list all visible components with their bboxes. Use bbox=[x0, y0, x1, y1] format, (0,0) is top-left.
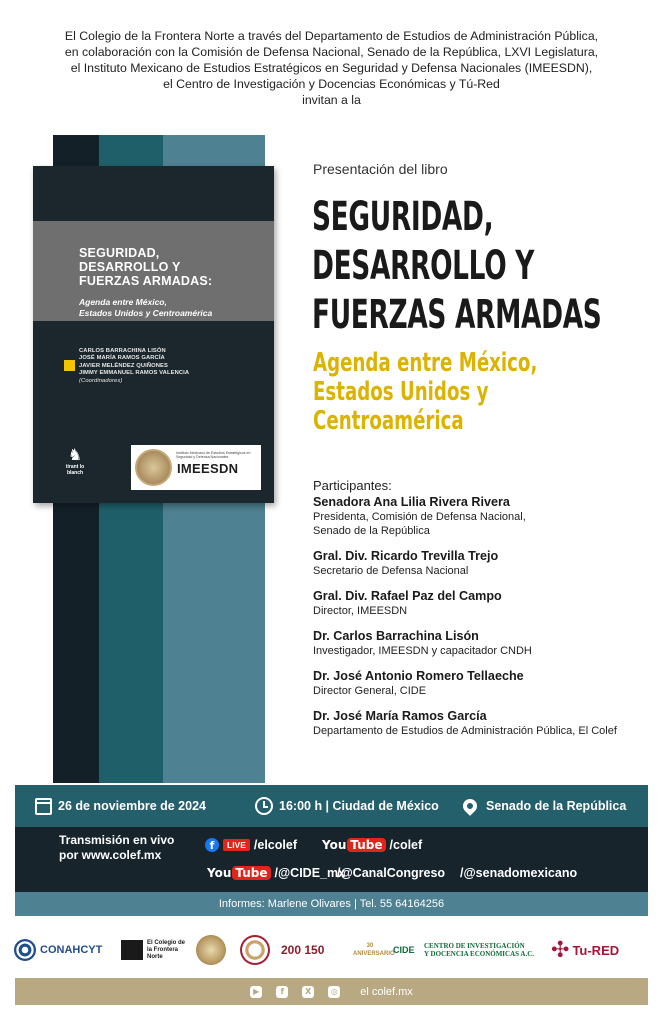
book-subtitle-line: Estados Unidos y Centroamérica bbox=[79, 308, 213, 318]
transmission-link[interactable]: por www.colef.mx bbox=[59, 848, 162, 862]
title-line: DESARROLLO Y bbox=[312, 243, 534, 289]
participant bbox=[313, 588, 653, 618]
subtitle-line: Centroamérica bbox=[313, 406, 464, 436]
tured-logo bbox=[551, 930, 619, 970]
participant-name: Dr. José Antonio Romero Tellaeche bbox=[313, 669, 524, 683]
event-subtitle bbox=[313, 349, 537, 436]
senado-seal-icon bbox=[240, 935, 270, 965]
participant-name: Gral. Div. Ricardo Trevilla Trejo bbox=[313, 549, 499, 563]
participant-role: Director, IMEESDN bbox=[313, 605, 408, 617]
participants-label: Participantes: bbox=[313, 478, 392, 493]
youtube-handle: /colef bbox=[389, 838, 423, 852]
conahcyt-logo bbox=[14, 930, 102, 970]
participant bbox=[313, 494, 653, 538]
intro-text bbox=[0, 28, 663, 108]
participants-list bbox=[313, 494, 653, 748]
cide-full-line: CENTRO DE INVESTIGACIÓN bbox=[424, 942, 525, 950]
footer-bar bbox=[15, 978, 648, 1005]
location-pin-icon bbox=[460, 796, 480, 816]
tured-icon: ✣ bbox=[551, 937, 570, 963]
participant-name: Dr. José María Ramos García bbox=[313, 709, 487, 723]
bicentenario-logo bbox=[281, 930, 324, 970]
presentation-label: Presentación del libro bbox=[313, 161, 448, 177]
author: JIMMY EMMANUEL RAMOS VALENCIA bbox=[79, 370, 190, 377]
facebook-live-link[interactable] bbox=[205, 838, 297, 852]
book-cover-title bbox=[79, 246, 212, 288]
canal-congreso-link[interactable] bbox=[337, 866, 445, 880]
tured-name: Tu-RED bbox=[572, 942, 620, 958]
intro-line: El Colegio de la Frontera Norte a través del Departamento de Estudios de Administración Pública, bbox=[64, 29, 599, 43]
cide-logo bbox=[393, 930, 415, 970]
yellow-square bbox=[64, 360, 75, 371]
transmission-label bbox=[59, 833, 174, 863]
senado-logo bbox=[240, 930, 270, 970]
event-place-text: Senado de la República bbox=[486, 799, 627, 813]
x-icon[interactable]: X bbox=[302, 986, 314, 998]
author: CARLOS BARRACHINA LISÓN bbox=[79, 348, 166, 354]
event-time-text: 16:00 h | Ciudad de México bbox=[279, 799, 439, 813]
facebook-icon: f bbox=[205, 838, 219, 852]
subtitle-line: Agenda entre México, bbox=[313, 348, 538, 378]
publisher-logo bbox=[63, 448, 87, 476]
event-place bbox=[463, 785, 626, 827]
cide-acronym: CIDE bbox=[393, 945, 415, 955]
intro-line: en colaboración con la Comisión de Defensa Nacional, Senado de la República, LXVI Legislatura, bbox=[64, 45, 599, 59]
colef-name: El Colegio de la Frontera Norte bbox=[147, 939, 186, 960]
transmission-bar bbox=[15, 827, 648, 892]
seal-icon bbox=[135, 449, 172, 486]
clock-icon bbox=[255, 797, 273, 815]
website-link[interactable]: el colef.mx bbox=[360, 985, 413, 998]
participant-role: Investigador, IMEESDN y capacitador CNDH bbox=[313, 645, 532, 657]
book-authors bbox=[79, 348, 189, 385]
imeesdn-seal-logo bbox=[196, 930, 226, 970]
event-info-bar bbox=[15, 785, 648, 827]
participant-role: Senado de la República bbox=[313, 525, 430, 537]
participant bbox=[313, 548, 653, 578]
participant bbox=[313, 668, 653, 698]
transmission-line: Transmisión en vivo bbox=[59, 833, 175, 847]
conahcyt-name: CONAHCYT bbox=[40, 944, 103, 956]
facebook-icon[interactable]: f bbox=[276, 986, 288, 998]
youtube-link-cide[interactable] bbox=[207, 866, 345, 880]
author: JAVIER MELÉNDEZ QUIÑONES bbox=[79, 362, 168, 369]
subtitle-line: Estados Unidos y bbox=[313, 377, 489, 407]
event-title bbox=[312, 193, 601, 340]
event-date bbox=[35, 785, 206, 827]
book-cover bbox=[33, 166, 274, 503]
contact-info: Informes: Marlene Olivares | Tel. 55 64164256 bbox=[15, 892, 648, 916]
imeesdn-acronym: IMEESDN bbox=[177, 461, 239, 476]
youtube-link-colef[interactable] bbox=[322, 838, 422, 852]
title-line: FUERZAS ARMADAS bbox=[312, 292, 602, 338]
youtube-icon[interactable]: ▶ bbox=[250, 986, 262, 998]
cide-full-logo bbox=[424, 930, 534, 970]
publisher-name: tirant lo blanch bbox=[65, 464, 85, 476]
aniversario-text: 30 ANIVERSARIO bbox=[353, 943, 395, 957]
intro-line: el Instituto Mexicano de Estudios Estratégicos en Seguridad y Defensa Nacionales (IMEESDN), bbox=[70, 61, 593, 75]
colef-logo bbox=[121, 930, 187, 970]
event-time bbox=[255, 785, 439, 827]
book-title-line: SEGURIDAD, bbox=[79, 246, 160, 260]
participant-name: Gral. Div. Rafael Paz del Campo bbox=[313, 589, 502, 603]
participant-role: Departamento de Estudios de Administración Pública, El Colef bbox=[313, 725, 617, 737]
participant bbox=[313, 708, 653, 738]
colef-icon bbox=[121, 940, 143, 960]
facebook-handle: /elcolef bbox=[253, 838, 297, 852]
intro-line: invitan a la bbox=[302, 93, 361, 107]
participant-role: Secretario de Defensa Nacional bbox=[313, 565, 469, 577]
conahcyt-icon bbox=[14, 939, 36, 961]
publisher-icon: ♞ bbox=[67, 447, 83, 464]
event-date-text: 26 de noviembre de 2024 bbox=[58, 799, 206, 813]
imeesdn-seal-icon bbox=[196, 935, 226, 965]
sponsor-logos bbox=[0, 930, 663, 970]
instagram-icon[interactable]: ◎ bbox=[328, 986, 340, 998]
senado-link[interactable] bbox=[460, 866, 577, 880]
calendar-icon bbox=[35, 798, 52, 815]
imeesdn-logo bbox=[131, 445, 261, 490]
book-title-line: FUERZAS ARMADAS: bbox=[79, 274, 213, 288]
participant-role: Director General, CIDE bbox=[313, 685, 427, 697]
live-badge: LIVE bbox=[223, 839, 250, 851]
coordinators-label: (Coordinadores) bbox=[79, 377, 123, 384]
participant-role: Presidenta, Comisión de Defensa Nacional, bbox=[313, 511, 526, 523]
cide-full-line: Y DOCENCIA ECONÓMICAS A.C. bbox=[424, 950, 535, 958]
participant-name: Dr. Carlos Barrachina Lisón bbox=[313, 629, 479, 643]
youtube-handle: /@CIDE_mx bbox=[274, 866, 346, 880]
canal-congreso-handle: /@CanalCongreso bbox=[337, 866, 446, 880]
intro-line: el Centro de Investigación y Docencias Económicas y Tú-Red bbox=[163, 77, 500, 91]
book-title-line: DESARROLLO Y bbox=[79, 260, 181, 274]
bicentenario-text: 200 150 bbox=[281, 943, 325, 957]
participant bbox=[313, 628, 653, 658]
book-cover-subtitle bbox=[79, 297, 212, 319]
imeesdn-full-name: Instituto Mexicano de Estudios Estratégicos en Seguridad y Defensa Nacionales bbox=[176, 451, 251, 460]
book-subtitle-line: Agenda entre México, bbox=[79, 297, 167, 307]
participant-name: Senadora Ana Lilia Rivera Rivera bbox=[313, 495, 510, 509]
aniversario-logo bbox=[353, 930, 395, 970]
title-line: SEGURIDAD, bbox=[312, 194, 494, 240]
author: JOSÉ MARÍA RAMOS GARCÍA bbox=[79, 355, 165, 362]
youtube-icon: You Tube bbox=[322, 838, 386, 852]
senado-handle: /@senadomexicano bbox=[460, 866, 578, 880]
youtube-icon: You Tube bbox=[207, 866, 271, 880]
